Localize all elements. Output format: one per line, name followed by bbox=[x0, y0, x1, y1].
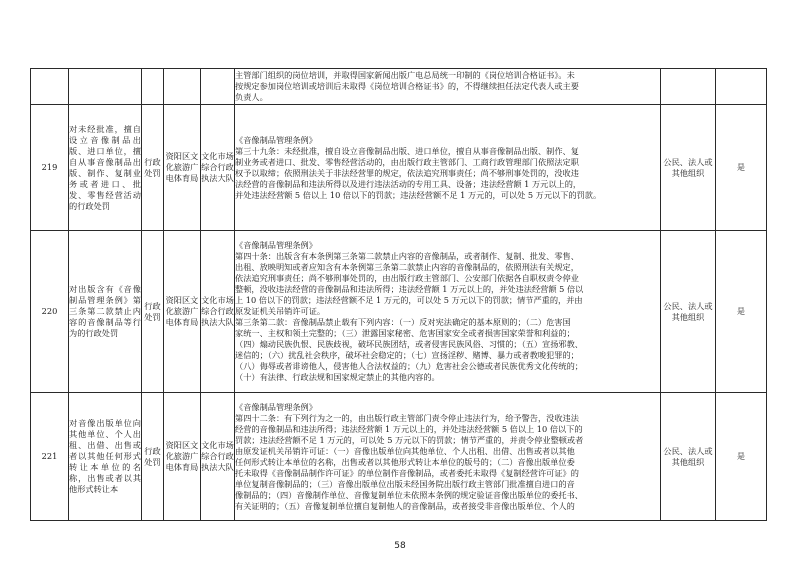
department: 资阳区文化旅游广电体育局 bbox=[164, 231, 201, 393]
page-number: 58 bbox=[394, 541, 406, 551]
legal-basis bbox=[235, 231, 661, 393]
enforcement-org: 文化市场综合行政执法大队 bbox=[201, 393, 235, 521]
basis-line: 家统一、主权和领土完整的；（三）泄露国家秘密、危害国家安全或者损害国家荣誉和利益的； bbox=[235, 328, 575, 338]
table-row-continued bbox=[31, 69, 767, 105]
basis-line: 第三条第二款：音像制品禁止载有下列内容：（一）反对宪法确定的基本原则的；（二）危害国 bbox=[235, 317, 571, 327]
department: 资阳区文化旅游广电体育局 bbox=[164, 393, 201, 521]
enforcement-org: 文化市场综合行政执法大队 bbox=[201, 231, 235, 393]
enforcement-org: 文化市场综合行政执法大队 bbox=[201, 105, 235, 231]
mark: 是 bbox=[716, 231, 767, 393]
table-row bbox=[31, 231, 767, 393]
subject-cell bbox=[661, 69, 716, 105]
department-cell bbox=[164, 69, 201, 105]
basis-line: 有关证明的；（五）音像复制单位擅自复制他人的音像制品，或者接受非音像出版单位、个人的 bbox=[235, 500, 575, 511]
power-type: 行政处罚 bbox=[142, 393, 164, 521]
power-type: 行政处罚 bbox=[142, 105, 164, 231]
legal-basis bbox=[235, 105, 661, 231]
mark: 是 bbox=[716, 393, 767, 521]
basis-line: 罚款；违法经营额不足 1 万元的，可以处 5 万元以下的罚款；情节严重的，并责令停业整顿或者 bbox=[235, 434, 584, 445]
basis-line: （四）煽动民族仇恨、民族歧视，破坏民族团结，或者侵害民族风俗、习惯的；（五）宣扬邪教、 bbox=[235, 339, 583, 349]
enforcement-org-cell bbox=[201, 69, 235, 105]
basis-line: 权予以取缔；依照刑法关于非法经营罪的规定，依法追究刑事责任；尚不够刑事处罚的，没收违 bbox=[235, 167, 579, 178]
power-type-cell bbox=[142, 69, 164, 105]
basis-line: 单位复制音像制品的；（三）音像出版单位出版未经国务院出版行政主管部门批准擅自进口的音 bbox=[235, 478, 575, 489]
basis-line: （八）侮辱或者诽谤他人，侵害他人合法权益的；（九）危害社会公德或者民族优秀文化传统的； bbox=[235, 361, 583, 371]
legal-basis-cell bbox=[235, 69, 661, 105]
power-list-table bbox=[30, 68, 767, 521]
subject: 公民、法人或其他组织 bbox=[661, 231, 716, 393]
basis-line: 上 10 倍以下的罚款；违法经营额不足 1 万元的，可以处 5 万元以下的罚款；情节严重的，并由 bbox=[235, 295, 583, 305]
basis-line: 《音像制品管理条例》 bbox=[235, 401, 317, 412]
table-row bbox=[31, 105, 767, 231]
power-type: 行政处罚 bbox=[142, 231, 164, 393]
department: 资阳区文化旅游广电体育局 bbox=[164, 105, 201, 231]
item-name: 对音像出版单位向其他单位、个人出租、出借、出售或者以其他任何形式转让本单位的名称，出售或者以其他形式转让本 bbox=[69, 393, 142, 521]
basis-line: 经营的音像制品和违法所得；违法经营额 1 万元以上的，并处违法经营额 5 倍以上 10 倍以下的 bbox=[235, 423, 583, 434]
basis-line: 制业务或者进口、批发、零售经营活动的，由出版行政主管部门、工商行政管理部门依照法定职 bbox=[235, 156, 579, 167]
basis-line: 并处违法经营额 5 倍以上 10 倍以下的罚款；违法经营额不足 1 万元的，可以处 5 万元以下的罚款。 bbox=[235, 189, 602, 200]
basis-line: 整顿，没收违法经营的音像制品和违法所得；违法经营额 1 万元以上的，并处违法经营额 5 倍以 bbox=[235, 284, 584, 294]
basis-line: 负责人。 bbox=[235, 92, 268, 102]
item-name: 对出版含有《音像制品管理条例》第三条第二款禁止内容的音像制品等行为的行政处罚 bbox=[69, 231, 142, 393]
basis-line: 任何形式转让本单位的名称，出售或者以其他形式转让本单位的版号的；（二）音像出版单位委 bbox=[235, 456, 575, 467]
basis-line: 原发证机关吊销许可证。 bbox=[235, 306, 326, 316]
basis-line: 第四十条：出版含有本条例第三条第二款禁止内容的音像制品，或者制作、复制、批发、零售、 bbox=[235, 251, 579, 261]
row-number: 221 bbox=[31, 393, 69, 521]
basis-line: 托未取得《音像制品制作许可证》的单位制作音像制品，或者委托未取得《复制经营许可证》的 bbox=[235, 467, 579, 478]
basis-line: 《音像制品管理条例》 bbox=[235, 134, 317, 145]
item-name: 对未经批准，擅自设立音像制品出版、进口单位，擅自从事音像制品出版、制作、复制业务或者进口、批发、零售经营活动的行政处罚 bbox=[69, 105, 142, 231]
row-number: 219 bbox=[31, 105, 69, 231]
basis-line: 出租、放映明知或者应知含有本条例第三条第二款禁止内容的音像制品的，依照刑法有关规定， bbox=[235, 262, 579, 272]
table-row bbox=[31, 393, 767, 521]
subject: 公民、法人或其他组织 bbox=[661, 105, 716, 231]
basis-line: （十）有法律、行政法规和国家规定禁止的其他内容的。 bbox=[235, 372, 440, 382]
basis-line: 由原发证机关吊销许可证：（一）音像出版单位向其他单位、个人出租、出借、出售或者以其他 bbox=[235, 445, 575, 456]
basis-line: 第三十九条：未经批准，擅自设立音像制品出版、进口单位，擅自从事音像制品出版、制作、复 bbox=[235, 145, 579, 156]
basis-line: 像制品的；（四）音像制作单位、音像复制单位未依照本条例的规定验证音像出版单位的委托书、 bbox=[235, 489, 583, 500]
number-cell bbox=[31, 69, 69, 105]
basis-line: 法经营的音像制品和违法所得以及进行违法活动的专用工具、设备；违法经营额 1 万元以上的， bbox=[235, 178, 582, 189]
mark: 是 bbox=[716, 105, 767, 231]
row-number: 220 bbox=[31, 231, 69, 393]
basis-line: 依法追究刑事责任；尚不够刑事处罚的，由出版行政主管部门、公安部门依据各自职权责令停业 bbox=[235, 273, 579, 283]
item-name-cell bbox=[69, 69, 142, 105]
basis-line: 第四十二条：有下列行为之一的，由出版行政主管部门责令停止违法行为，给予警告，没收违法 bbox=[235, 412, 579, 423]
legal-basis bbox=[235, 393, 661, 521]
basis-line: 迷信的；（六）扰乱社会秩序，破坏社会稳定的；（七）宣扬淫秽、赌博、暴力或者教唆犯罪的； bbox=[235, 350, 579, 360]
basis-line: 主管部门组织的岗位培训，并取得国家新闻出版广电总局统一印制的《岗位培训合格证书》。未 bbox=[235, 70, 575, 80]
basis-line: 《音像制品管理条例》 bbox=[235, 240, 317, 250]
basis-line: 按规定参加岗位培训或培训后未取得《岗位培训合格证书》的，不得继续担任法定代表人或主要 bbox=[235, 81, 579, 91]
subject: 公民、法人或其他组织 bbox=[661, 393, 716, 521]
mark-cell bbox=[716, 69, 767, 105]
